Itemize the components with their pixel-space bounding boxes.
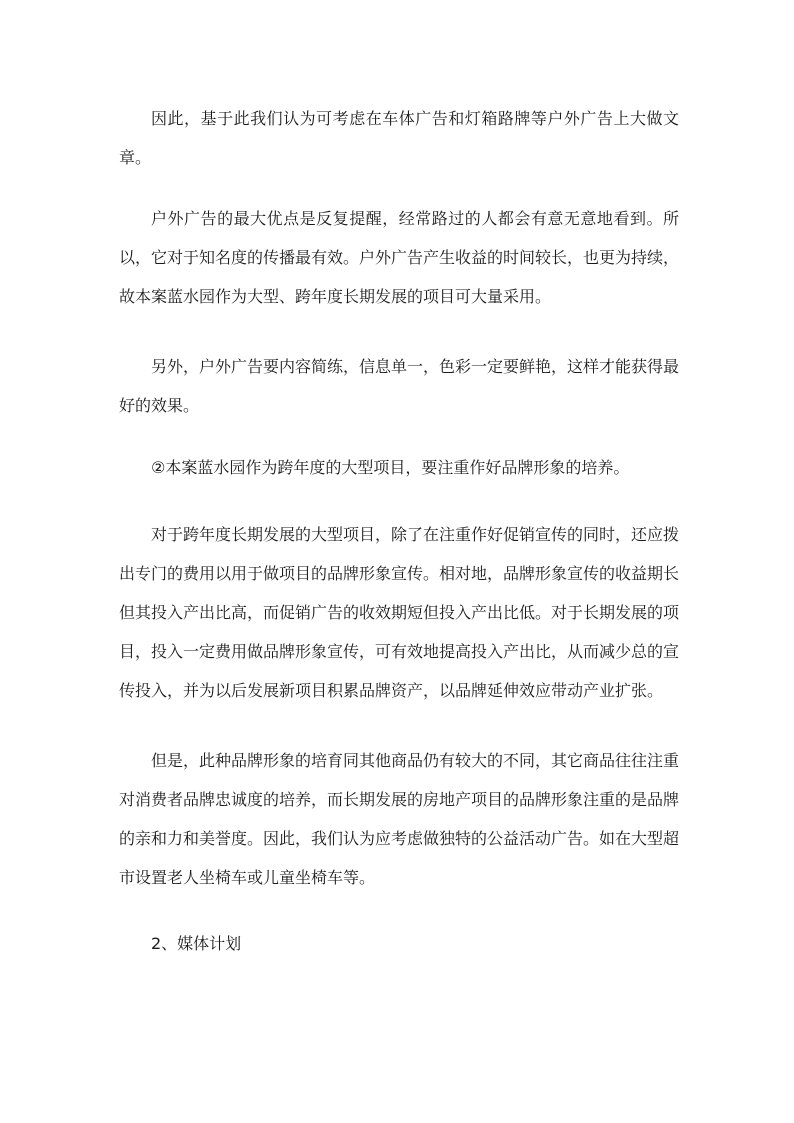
section-heading-media-plan: 2、媒体计划 [151, 934, 242, 953]
paragraph-brand-image-point: ②本案蓝水园作为跨年度的大型项目，要注重作好品牌形象的培养。 [151, 458, 630, 477]
paragraph-brand-image-cultivation: 但是，此种品牌形象的培育同其他商品仍有较大的不同，其它商品往往注重对消费者品牌忠诚度的培养，而长期发展的房地产项目的品牌形象注重的是品牌的亲和力和美誉度。因此，我们认为应考虑做独特的公益活动广告。如在大型超市设置老人坐椅车或儿童坐椅车等。 [119, 751, 680, 887]
paragraph-brand-image-investment: 对于跨年度长期发展的大型项目，除了在注重作好促销宣传的同时，还应拨出专门的费用以用于做项目的品牌形象宣传。相对地，品牌形象宣传的收益期长但其投入产出比高，而促销广告的收效期短但投入产出比低。对于长期发展的项目，投入一定费用做品牌形象宣传，可有效地提高投入产出比，从而减少总的宣传投入，并为以后发展新项目积累品牌资产，以品牌延伸效应带动产业扩张。 [119, 525, 680, 700]
paragraph-outdoor-ad-advantages: 户外广告的最大优点是反复提醒，经常路过的人都会有意无意地看到。所以，它对于知名度的传播最有效。户外广告产生收益的时间较长，也更为持续，故本案蓝水园作为大型、跨年度长期发展的项目可大量采用。 [119, 209, 680, 306]
paragraph-outdoor-ad-requirements: 另外，户外广告要内容简练，信息单一，色彩一定要鲜艳，这样才能获得最好的效果。 [119, 357, 680, 415]
paragraph-outdoor-ad-conclusion: 因此，基于此我们认为可考虑在车体广告和灯箱路牌等户外广告上大做文章。 [119, 109, 679, 167]
